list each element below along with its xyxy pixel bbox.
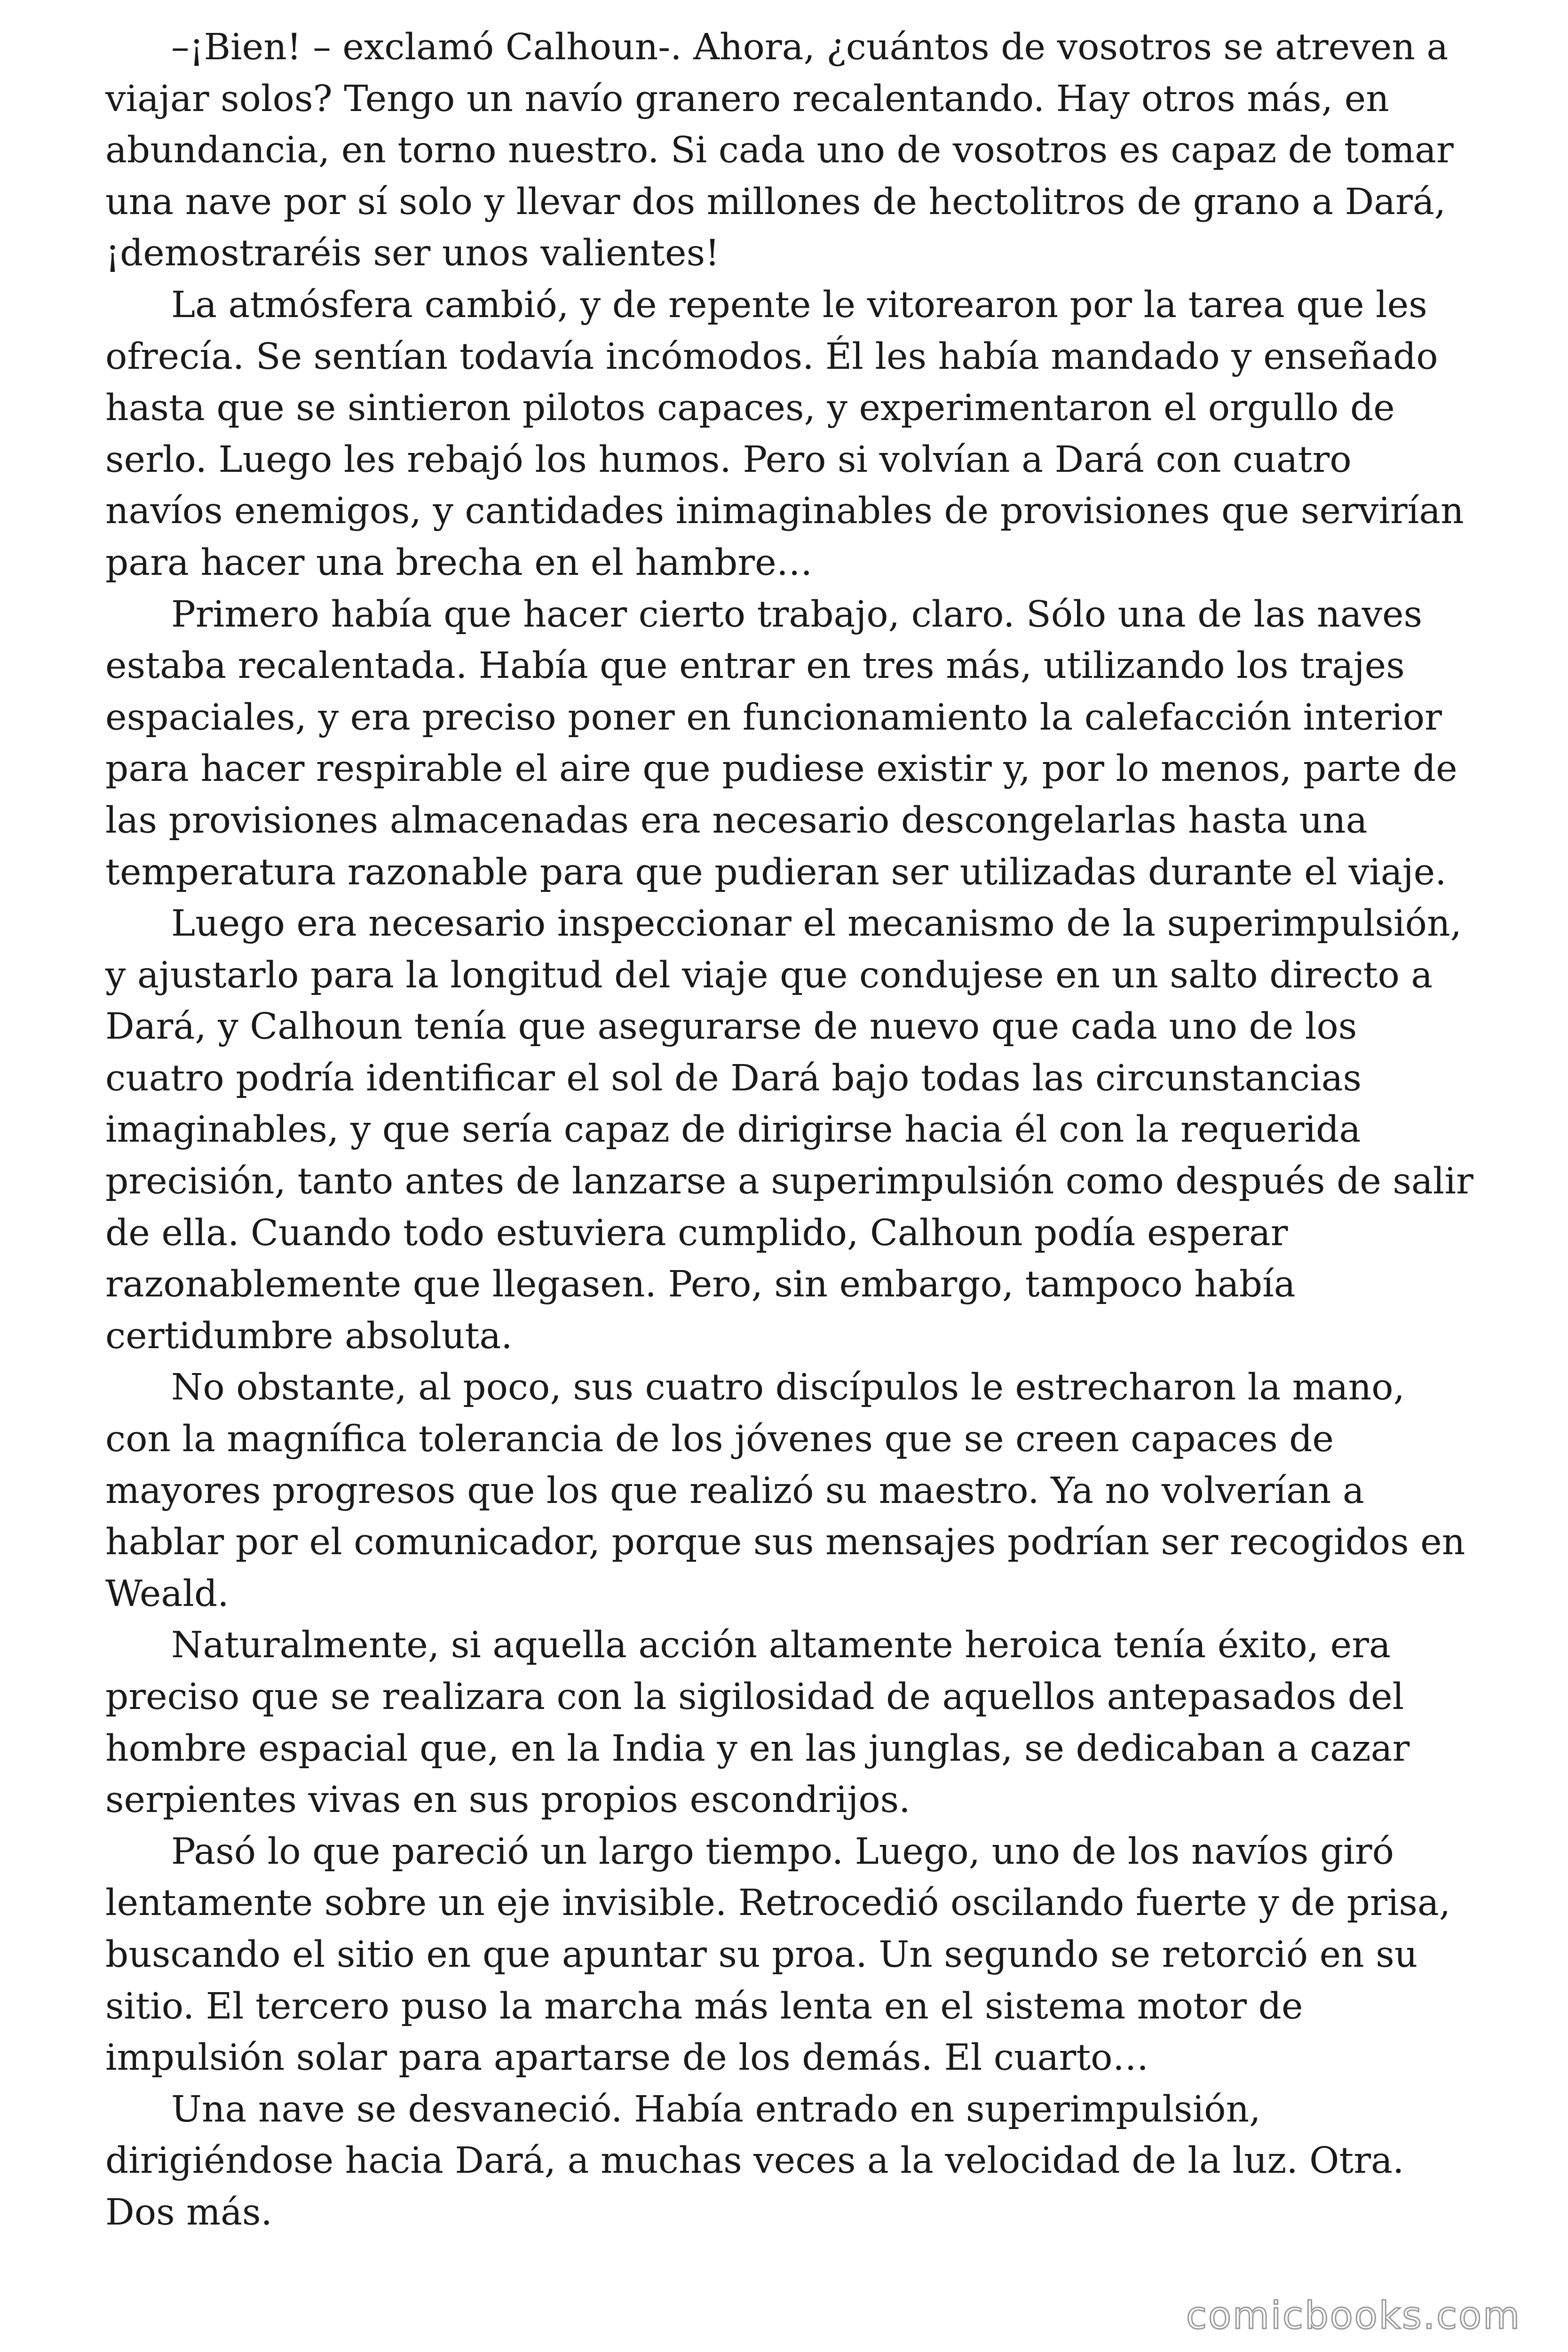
paragraph-4: Luego era necesario inspeccionar el mecanismo de la superimpulsión, y ajustarlo para la longitud del viaje que condujese en un salto directo a Dará, y Calhoun tenía que asegurarse de nuevo que cada uno de los cuatro podría identificar el sol de Dará bajo todas las circunstancias imaginables, y que sería capaz de dirigirse hacia él con la requerida precisión, tanto antes de lanzarse a superimpulsión como después de salir de ella. Cuando todo estuviera cumplido, Calhoun podía esperar razonablemente que llegasen. Pero, sin embargo, tampoco había certidumbre absoluta. (105, 903, 1473, 1357)
paragraph-1: –¡Bien! – exclamó Calhoun-. Ahora, ¿cuántos de vosotros se atreven a viajar solos? Tengo un navío granero recalentando. Hay otros más, en abundancia, en torno nuestro. Si cada uno de vosotros es capaz de tomar una nave por sí solo y llevar dos millones de hectolitros de grano a Dará, ¡demostraréis ser unos valientes! (105, 26, 1454, 275)
book-page (105, 22, 1479, 2239)
paragraph-8: Una nave se desvaneció. Había entrado en superimpulsión, dirigiéndose hacia Dará, a muchas veces a la velocidad de la luz. Otra. Dos más. (105, 2088, 1404, 2233)
watermark: comicbooks.com (1186, 2294, 1521, 2337)
paragraph-6: Naturalmente, si aquella acción altamente heroica tenía éxito, era preciso que se realizara con la sigilosidad de aquellos antepasados del hombre espacial que, en la India y en las junglas, se dedicaban a cazar serpientes vivas en sus propios escondrijos. (105, 1624, 1410, 1821)
paragraph-3: Primero había que hacer cierto trabajo, claro. Sólo una de las naves estaba recalentada. Había que entrar en tres más, utilizando los trajes espaciales, y era preciso poner en funcionamiento la calefacción interior para hacer respirable el aire que pudiese existir y, por lo menos, parte de las provisiones almacenadas era necesario descongelarlas hasta una temperatura razonable para que pudieran ser utilizadas durante el viaje. (105, 593, 1457, 893)
paragraph-2: La atmósfera cambió, y de repente le vitorearon por la tarea que les ofrecía. Se sentían todavía incómodos. Él les había mandado y enseñado hasta que se sintieron pilotos capaces, y experimentaron el orgullo de serlo. Luego les rebajó los humos. Pero si volvían a Dará con cuatro navíos enemigos, y cantidades inimaginables de provisiones que servirían para hacer una brecha en el hambre… (105, 284, 1464, 584)
paragraph-5: No obstante, al poco, sus cuatro discípulos le estrecharon la mano, con la magnífica tolerancia de los jóvenes que se creen capaces de mayores progresos que los que realizó su maestro. Ya no volverían a hablar por el comunicador, porque sus mensajes podrían ser recogidos en Weald. (105, 1367, 1465, 1615)
paragraph-7: Pasó lo que pareció un largo tiempo. Luego, uno de los navíos giró lentamente sobre un eje invisible. Retrocedió oscilando fuerte y de prisa, buscando el sitio en que apuntar su proa. Un segundo se retorció en su sitio. El tercero puso la marcha más lenta en el sistema motor de impulsión solar para apartarse de los demás. El cuarto… (105, 1830, 1451, 2079)
